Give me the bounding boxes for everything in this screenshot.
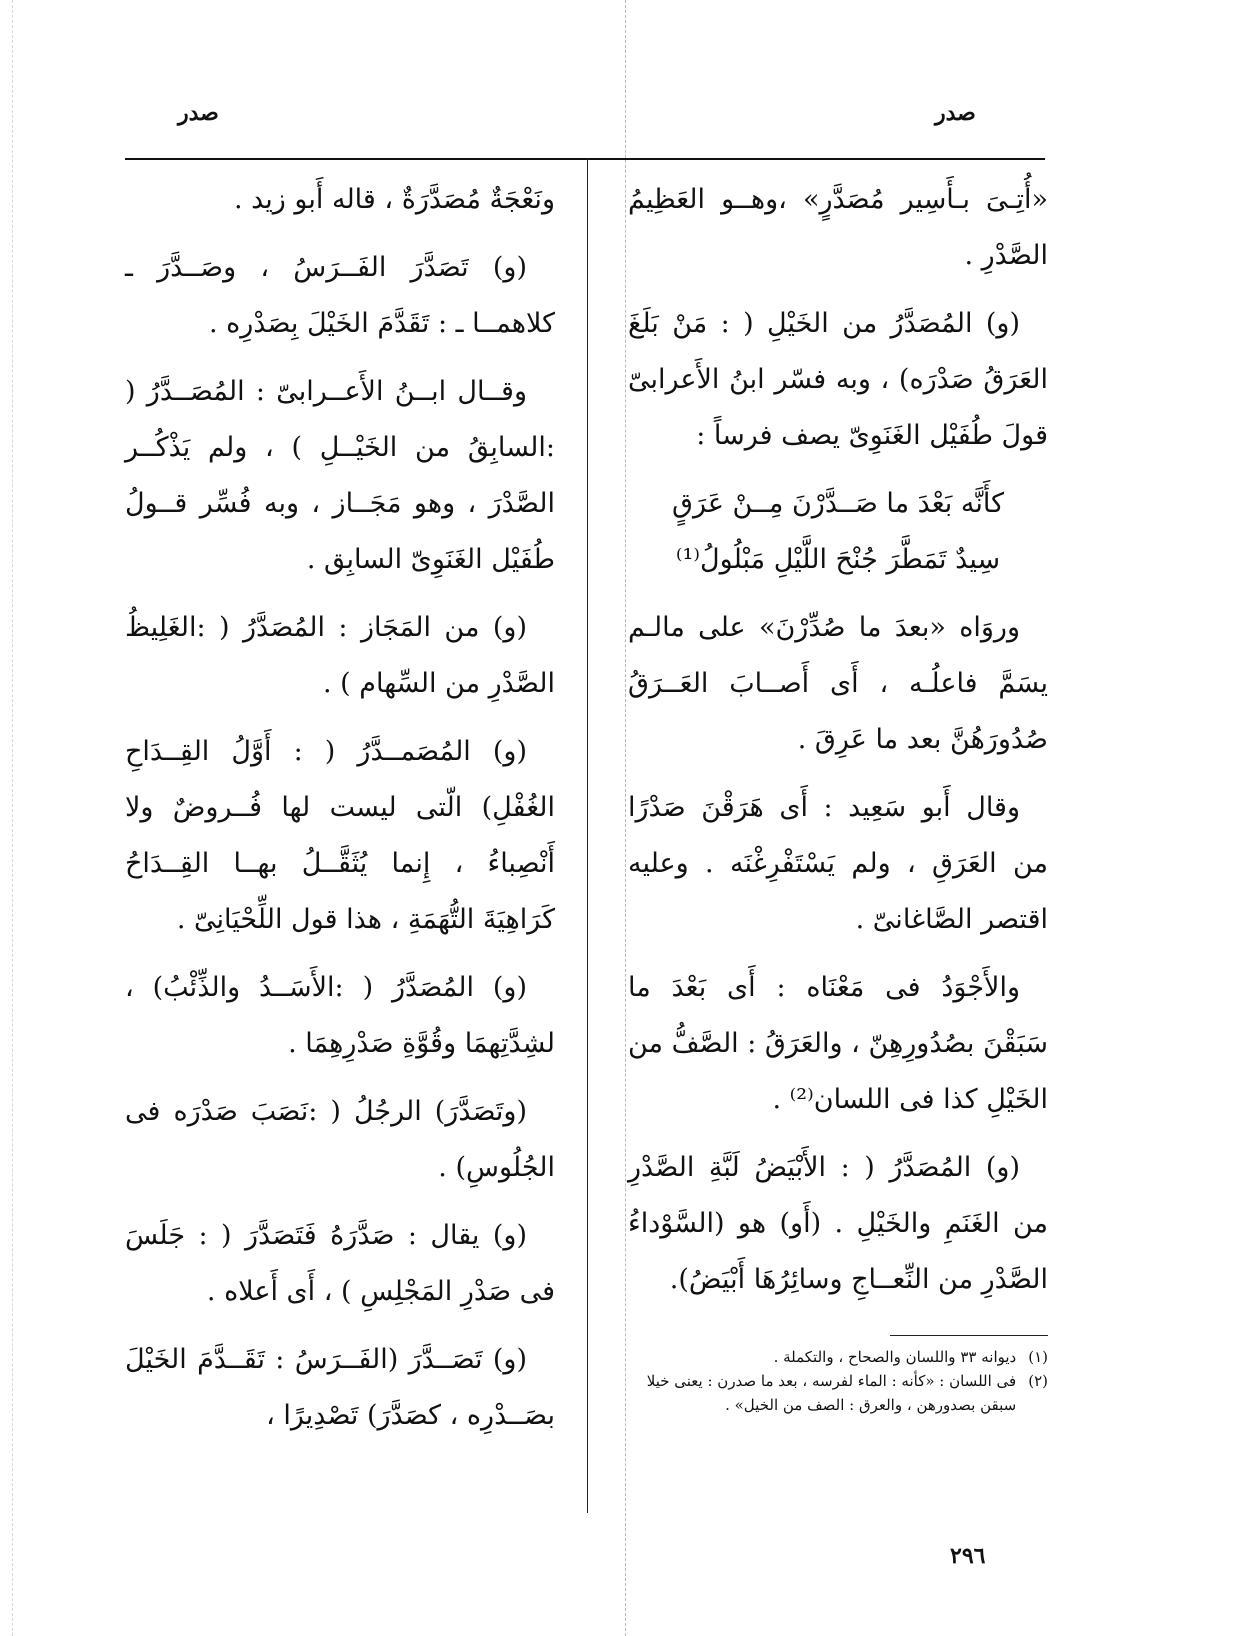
header-rule: [125, 158, 1045, 160]
entry-paragraph: (و) المُصَدَّرُ ( :الأَسَــدُ والذِّئْبُ) ، لشِدَّتِهمَا وقُوَّةِ صَدْرِهِمَا .: [125, 972, 555, 1059]
footnotes: [628, 1345, 1048, 1417]
left-column: [125, 172, 555, 1456]
page-number: ٢٩٦: [950, 1543, 986, 1569]
entry-paragraph: ونَعْجَةٌ مُصَدَّرَةٌ ، قاله أَبو زيد .: [233, 184, 555, 215]
footnote: [628, 1369, 1048, 1417]
entry-paragraph: وروَاه «بعدَ ما صُدِّرْنَ» على مالـم يسَمَّ فاعلُـه ، أَى أَصــابَ العَــرَقُ صُدُورَهُنَّ بعد ما عَرِقَ .: [628, 612, 1048, 755]
entry-paragraph: «أُتِـىَ بـأَسِير مُصَدَّرٍ» ،وهــو العَظِيمُ الصَّدْرِ .: [628, 184, 1048, 271]
footnote-number: (١): [1028, 1348, 1048, 1366]
entry-paragraph: (و) تَصَــدَّرَ (الفَــرَسُ : تَقَــدَّمَ الخَيْلَ بصَــدْرِه ، كصَدَّرَ) تَصْدِيرًا ،: [125, 1344, 555, 1431]
column-divider: [587, 158, 588, 1513]
scan-fold-line: [625, 0, 626, 1636]
page-edge-line: [12, 0, 13, 1636]
entry-paragraph: (و) المُصَدَّرُ من الخَيْلِ ( : مَنْ بَلَغَ العَرَقُ صَدْرَه) ، وبه فسّر ابنُ الأَعرابىّ قولَ طُفَيْل الغَنَوِىّ يصف فرساً :: [628, 308, 1048, 451]
entry-paragraph: وقال أَبو سَعِيد : أَى هَرَقْنَ صَدْرًا من العَرَقِ ، ولم يَسْتَفْرِغْنَه . وعليه اقتصر الصَّاغانىّ .: [628, 792, 1048, 935]
entry-paragraph: والأَجْوَدُ فى مَعْنَاه : أَى بَعْدَ ما سَبَقْنَ بصُدُورِهِنّ ، والعَرَقُ : الصَّفُّ من الخَيْلِ كذا فى اللسان⁽²⁾ .: [627, 972, 1048, 1115]
right-column: [628, 172, 1048, 1320]
footnote: [628, 1345, 1048, 1369]
entry-paragraph: (و) من المَجَاز : المُصَدَّرُ ( :الغَلِيظُ الصَّدْرِ من السِّهام ) .: [125, 612, 555, 699]
footnote-text: فى اللسان : «كأنه : الماء لفرسه ، بعد ما صدرن : يعنى خيلا سبقن بصدورهن ، والعرق : الصف من الخيل» .: [646, 1372, 1017, 1414]
poetry-verse: [628, 476, 1048, 588]
entry-paragraph: (و) المُصَدَّرُ ( : الأَبْيَضُ لَبَّةِ الصَّدْرِ من الغَنَمِ والخَيْلِ . (أَو) هو (السَّوْداءُ الصَّدْرِ من النِّعــاجِ وسائِرُهَا أَبْيَضُ).: [628, 1152, 1048, 1295]
footnote-number: (٢): [1028, 1372, 1048, 1390]
running-header-left: صدر: [178, 100, 219, 126]
running-header-right: صدر: [935, 100, 976, 126]
verse-hemistich: كأَنَّه بَعْدَ ما صَــدَّرْنَ مِــنْ عَرَقٍ: [672, 488, 1004, 519]
entry-paragraph: (و) المُصَمــدَّرُ ( : أَوَّلُ القِــدَاحِ الغُفْلِ) الّتى ليست لها فُــروضٌ ولا أَنْصِباءُ ، إِنما يُثَقَّــلُ بهــا القِــدَاحُ كَرَاهِيَةَ التُّهَمَةِ ، هذا قول اللِّحْيَانِىّ .: [125, 736, 555, 935]
footnote-rule: [890, 1335, 1048, 1336]
entry-paragraph: (و) يقال : صَدَّرَهُ فَتَصَدَّرَ ( : جَلَسَ فى صَدْرِ المَجْلِسِ ) ، أَى أَعلاه .: [125, 1220, 555, 1307]
entry-paragraph: وقــال ابــنُ الأَعــرابىّ : المُصَــدَّرُ ( :السابِقُ من الخَيْــلِ ) ، ولم يَذْكُــر الصَّدْرَ ، وهو مَجَــاز ، وبه فُسِّر قــولُ طُفَيْل الغَنَوِىّ السابِق .: [125, 376, 555, 575]
verse-hemistich: سِيدٌ تَمَطَّرَ جُنْحَ اللَّيْلِ مَبْلُولُ⁽¹⁾: [675, 544, 1001, 575]
entry-paragraph: (و) تَصَدَّرَ الفَــرَسُ ، وصَــدَّرَ ـ كلاهمــا ـ : تَقَدَّمَ الخَيْلَ بِصَدْرِه .: [125, 252, 555, 339]
footnote-text: ديوانه ٣٣ واللسان والصحاح ، والتكملة .: [773, 1348, 1017, 1366]
entry-paragraph: (وتَصَدَّرَ) الرجُلُ ( :نَصَبَ صَدْرَه فى الجُلُوسِ) .: [125, 1096, 555, 1183]
